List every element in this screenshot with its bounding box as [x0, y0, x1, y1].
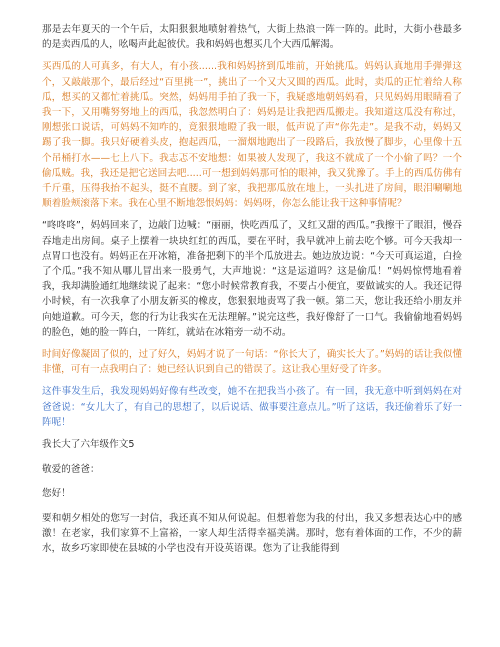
- paragraph-4: 时间好像凝固了似的，过了好久，妈妈才说了一句话：“你长大了，确实长大了。”妈妈的话让我似懂非懂，可有一点我明白了：她已经认识到自己的错误了。这让我心里好受了许多。: [42, 349, 462, 376]
- paragraph-2: 买西瓜的人可真多，有大人，有小孩......我和妈妈挤到瓜堆前，开始挑瓜。妈妈认真地用手弹弹这个，又敲敲那个，最后经过“百里挑一”，挑出了一个又大又圆的西瓜。此时，卖瓜的正忙着给人称瓜，想买的又都忙着挑瓜。突然，妈妈用手拍了我一下，我疑惑地朝妈妈看，只见妈妈用眼睛看了我一下，又用嘴努努地上的西瓜，我忽然明白了：妈妈是让我把西瓜搬走。我知道这瓜没有称过，刚想张口说话，可妈妈不知咋的，竟狠狠地瞪了我一眼，低声说了声“你先走”。是我不动，妈妈又踢了我一脚。我只好硬着头皮，抱起西瓜，一溜烟地跑出了一段路后，我放慢了脚步，心里像十五个吊桶打水——七上八下。我志忑不安地想：如果被人发现了，我这不就成了一个小偷了吗？一个偷瓜贼。我，我还是把它送回去吧.....可一想到妈妈那可怕的眼神，我又犹豫了。手上的西瓜仿佛有千斤重，压得我抬不起头，挺不直腰。到了家，我把那瓜放在地上，一头扎进了房间，眼泪唰唰地顺着脸颊滚落下来。我在心里不断地怨恨妈妈：妈妈呀，你怎么能让我干这种事情呢？: [42, 61, 462, 210]
- paragraph-3: “咚咚咚”，妈妈回来了，边敲门边喊：“丽丽，快吃西瓜了，又红又甜的西瓜。”我擦干了眼泪，慢吞吞地走出房间。桌子上摆着一块块红红的西瓜，要在平时，我早就冲上前去吃个够。可今天我却一点胃口也没有。妈妈正在开冰箱，准备把剩下的半个瓜放进去。她边放边说：“今天可真运道，白捡了个瓜。”我不知从哪儿冒出来一股勇气，大声地说：“这是运道吗？这是偷瓜！”妈妈惊愕地看着我，我却满脸通红地继续说了起来：“您小时候常教育我，不要占小便宜，要做诚实的人。我还记得小时候，有一次我拿了小朋友新买的橡皮，您狠狠地责骂了我一顿。第二天，您让我还给小朋友并向她道歉。可今天，您的行为让我实在无法理解。”说完这些，我好像舒了一口气。我偷偷地看妈妈的脸色，她的脸一阵白，一阵红，就站在冰箱旁一动不动。: [42, 220, 462, 338]
- letter-body: 要和朝夕相处的您写一封信，我还真不知从何说起。但想着您为我的付出，我又多想表达心中的感激！在老家，我们家算不上富裕，一家人却生活得幸福美满。那时，您有着体面的工作，不少的薪水，故乡巧家即使在县城的小学也没有开设英语课。您为了让我能得到: [42, 512, 462, 555]
- letter-greeting: 您好！: [42, 488, 71, 500]
- paragraph-5: 这件事发生后，我发现妈妈好像有些改变，她不在把我当小孩了。有一回，我无意中听到妈妈在对爸爸说：“女儿大了，有自己的思想了，以后说话、做事要注意点儿。”听了这话，我还偷着乐了好一阵呢！: [42, 386, 462, 428]
- paragraph-1: 那是去年夏天的一个午后，太阳狠狠地喷射着热气，大街上热浪一阵一阵的。此时，大街小巷最多的是卖西瓜的人，吆喝声此起彼伏。我和妈妈也想买几个大西瓜解渴。: [42, 24, 462, 51]
- letter-salutation: 敬爱的爸爸：: [42, 464, 100, 476]
- essay-heading: 我长大了六年级作文5: [42, 439, 135, 451]
